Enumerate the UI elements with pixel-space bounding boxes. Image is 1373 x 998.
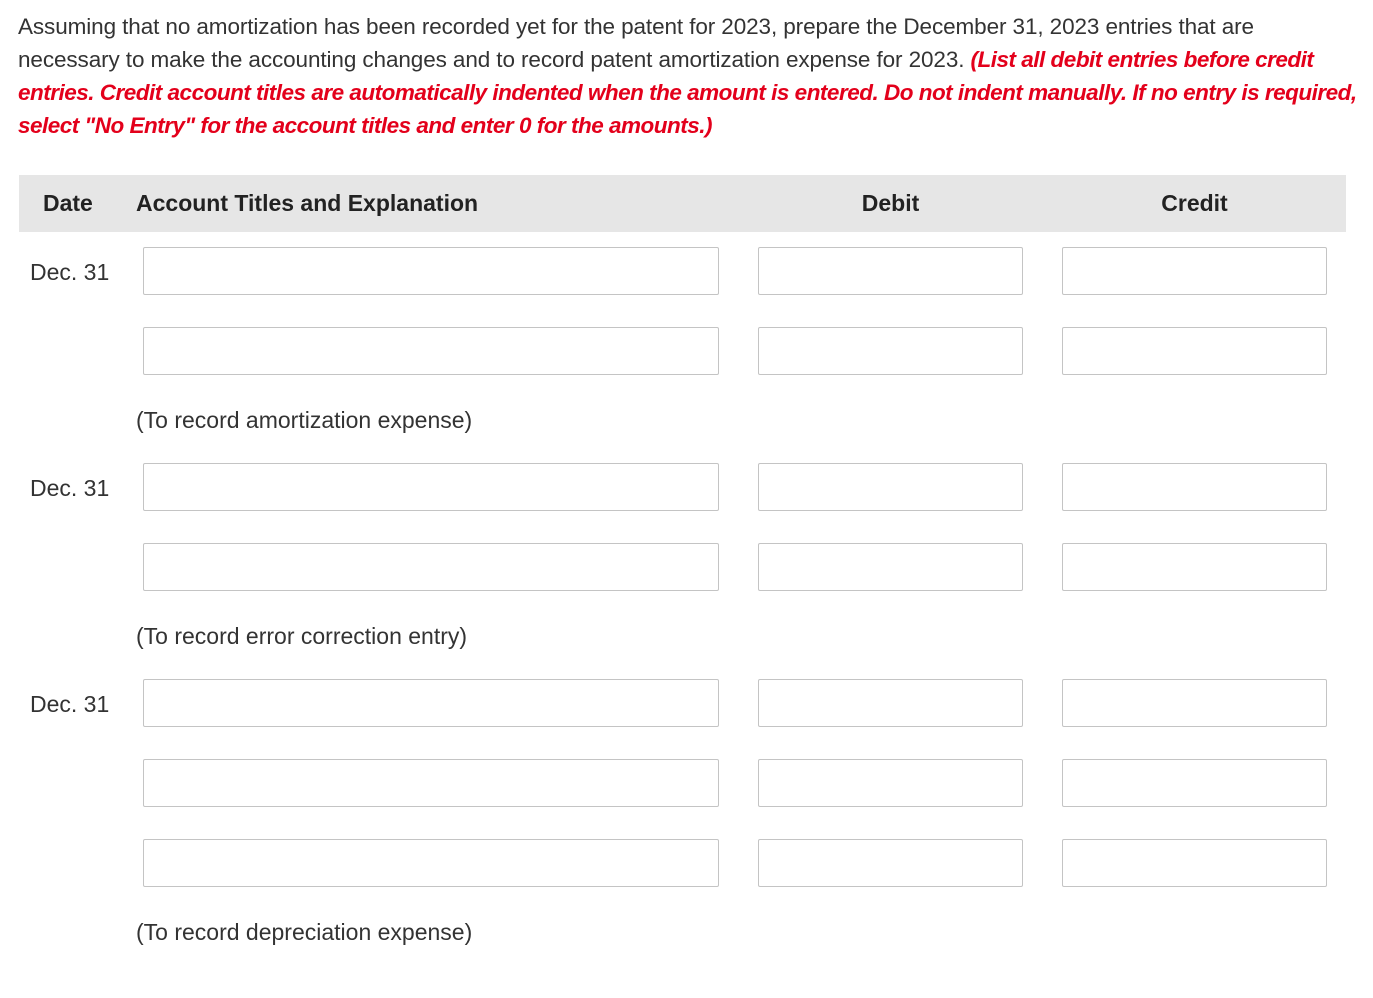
entry-2-row-1-credit-field[interactable] bbox=[1062, 463, 1327, 511]
entry-2-row-1-debit-field[interactable] bbox=[758, 463, 1023, 511]
entry-1-row-1-debit-field[interactable] bbox=[758, 247, 1023, 295]
entry-1-row-1-account-field[interactable] bbox=[143, 247, 719, 295]
entry-2-row-2-debit-field[interactable] bbox=[758, 543, 1023, 591]
header-debit: Debit bbox=[861, 190, 920, 216]
entry-1-row-1-credit-field[interactable] bbox=[1062, 247, 1327, 295]
entry-1-date: Dec. 31 bbox=[30, 259, 110, 285]
entry-3-date: Dec. 31 bbox=[30, 691, 110, 717]
entry-2-date: Dec. 31 bbox=[30, 475, 110, 501]
entry-3-row-3-debit-field[interactable] bbox=[758, 839, 1023, 887]
entry-2-row-2-credit-field[interactable] bbox=[1062, 543, 1327, 591]
instructions-text: Assuming that no amortization has been recorded yet for the patent for 2023, prepare the December 31, 2023 entries that are necessary to make the accounting changes and to record patent amortization expense for 2023. bbox=[18, 14, 1254, 72]
entry-1-row-2-debit-field[interactable] bbox=[758, 327, 1023, 375]
entry-3-row-2-account-field[interactable] bbox=[143, 759, 719, 807]
entry-3-row-3-account-field[interactable] bbox=[143, 839, 719, 887]
entry-3-explanation: (To record depreciation expense) bbox=[136, 919, 473, 945]
entry-3-row-2-credit-field[interactable] bbox=[1062, 759, 1327, 807]
journal-table-header bbox=[19, 175, 1346, 232]
entry-1-row-2-account-field[interactable] bbox=[143, 327, 719, 375]
question-instructions bbox=[18, 10, 1358, 142]
entry-3-row-1-account-field[interactable] bbox=[143, 679, 719, 727]
entry-3-row-2-debit-field[interactable] bbox=[758, 759, 1023, 807]
entry-3-row-3-credit-field[interactable] bbox=[1062, 839, 1327, 887]
header-date: Date bbox=[43, 190, 93, 216]
entry-2-row-1-account-field[interactable] bbox=[143, 463, 719, 511]
entry-3-row-1-debit-field[interactable] bbox=[758, 679, 1023, 727]
header-credit: Credit bbox=[1161, 190, 1228, 216]
instructions-note: (List all debit entries before credit entries. Credit account titles are automatically indented when the amount is entered. Do not indent manually. If no entry is required, select "No Entry" for the account titles and enter 0 for the amounts.) bbox=[18, 47, 1357, 138]
header-account-titles: Account Titles and Explanation bbox=[136, 190, 479, 216]
entry-1-explanation: (To record amortization expense) bbox=[136, 407, 473, 433]
entry-2-row-2-account-field[interactable] bbox=[143, 543, 719, 591]
entry-2-explanation: (To record error correction entry) bbox=[136, 623, 468, 649]
entry-3-row-1-credit-field[interactable] bbox=[1062, 679, 1327, 727]
entry-1-row-2-credit-field[interactable] bbox=[1062, 327, 1327, 375]
